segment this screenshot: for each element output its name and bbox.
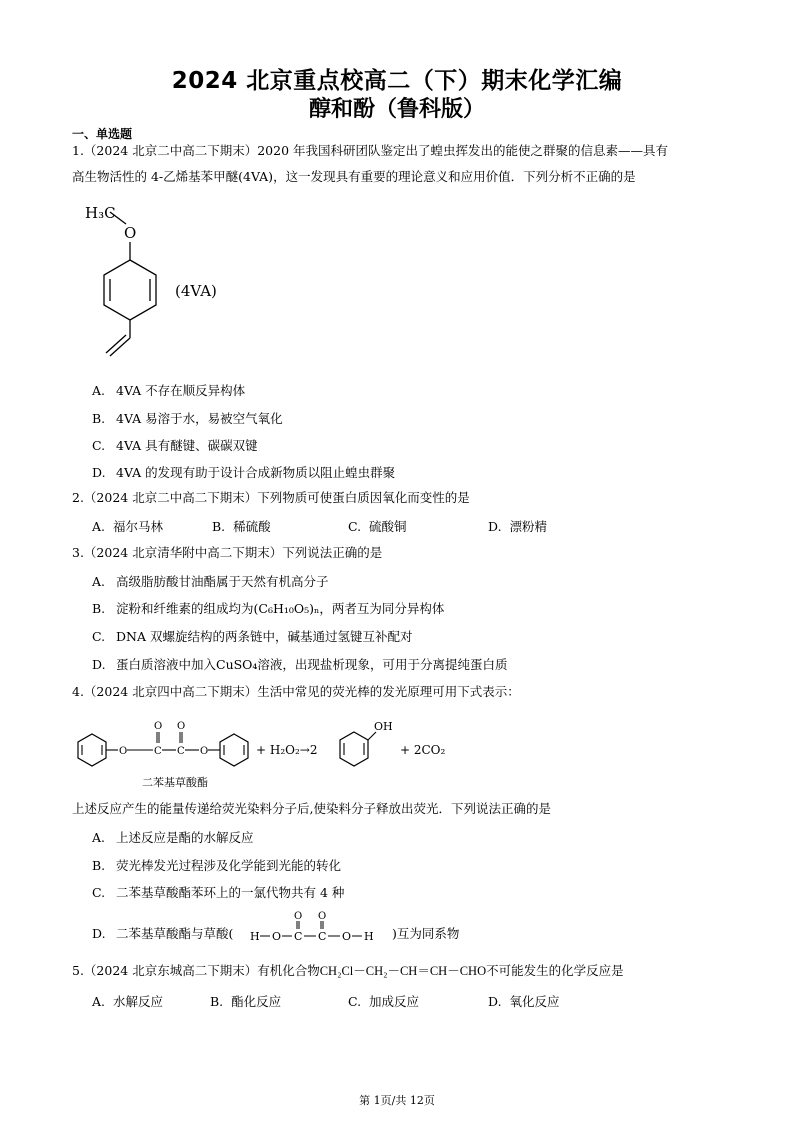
4va-label: (4VA) — [175, 282, 217, 300]
document-subtitle: 醇和酚（鲁科版） — [308, 97, 485, 122]
q5-stem-post: 不可能发生的化学反应是 — [486, 963, 624, 978]
option-text: 稀硫酸 — [233, 519, 271, 534]
q5-formula: CH₂Cl－CH₂－CH＝CH－CHO — [319, 964, 487, 978]
option-key: A. — [92, 574, 106, 589]
oxalic-o-right: O — [342, 930, 352, 943]
q4-option-d[interactable] — [92, 924, 233, 942]
oxalic-c-1: C — [294, 930, 303, 943]
q4-after-text: 上述反应产生的能量传递给荧光染料分子后,使染料分子释放出荧光．下列说法正确的是 — [72, 801, 551, 816]
q1-stem-line2: 高生物活性的 4-乙烯基苯甲醚(4VA)，这一发现具有重要的理论意义和应用价值．下列分析不正确的是 — [72, 169, 636, 184]
q2-option-c[interactable] — [348, 517, 407, 535]
q4-option-a[interactable] — [92, 828, 254, 846]
option-key: A. — [92, 383, 106, 398]
option-text: 水解反应 — [112, 994, 163, 1009]
q3-option-b[interactable] — [92, 599, 444, 617]
option-key: D. — [92, 657, 106, 672]
oxalic-h-left: H — [250, 930, 260, 943]
option-key: B. — [92, 858, 106, 873]
oxalic-h-right: H — [364, 930, 374, 943]
carbonyl-oxygen-2: O — [177, 721, 186, 732]
q4-option-d-tail: )互为同系物 — [392, 926, 460, 941]
q1-option-a[interactable] — [92, 381, 245, 399]
option-key: D. — [92, 926, 106, 941]
q3-option-a[interactable] — [92, 572, 329, 590]
hydroxyl-label: OH — [374, 720, 393, 733]
option-text: DNA 双螺旋结构的两条链中，碱基通过氢键互补配对 — [116, 629, 413, 644]
q4-option-c[interactable] — [92, 883, 344, 901]
reagent-text: + H₂O₂→2 — [256, 743, 318, 757]
option-key: D. — [488, 994, 502, 1009]
q2-options — [92, 517, 692, 537]
q5-option-b[interactable] — [210, 992, 281, 1010]
option-text: 氧化反应 — [509, 994, 560, 1009]
q2-stem: 2.（2024 北京二中高二下期末）下列物质可使蛋白质因氧化而变性的是 — [72, 490, 470, 505]
option-text: 硫酸铜 — [369, 519, 407, 534]
diphenyl-oxalate-label: 二苯基草酸酯 — [142, 776, 208, 789]
option-text: 高级脂肪酸甘油酯属于天然有机高分子 — [116, 574, 329, 589]
option-key: B. — [210, 994, 224, 1009]
q4-option-b[interactable] — [92, 856, 341, 874]
page-footer: 第 1页/共 12页 — [359, 1094, 435, 1107]
q2-option-b[interactable] — [212, 517, 271, 535]
option-text: 酯化反应 — [231, 994, 282, 1009]
option-text: 4VA 不存在顺反异构体 — [116, 383, 246, 398]
option-text: 加成反应 — [369, 994, 420, 1009]
option-text: 福尔马林 — [112, 519, 163, 534]
q1-stem-line1: 1.（2024 北京二中高二下期末）2020 年我国科研团队鉴定出了蝗虫挥发出的能使之群聚的信息素——具有 — [72, 143, 668, 158]
option-text: 蛋白质溶液中加入CuSO₄溶液，出现盐析现象，可用于分离提纯蛋白质 — [116, 657, 508, 672]
q4-stem: 4.（2024 北京四中高二下期末）生活中常见的荧光棒的发光原理可用下式表示： — [72, 684, 520, 699]
q2-option-a[interactable] — [92, 517, 163, 535]
carbonyl-carbon-2: C — [177, 746, 185, 757]
q5-stem-pre: 5.（2024 北京东城高二下期末）有机化合物 — [72, 963, 320, 978]
option-key: A. — [92, 994, 106, 1009]
option-text: 4VA 的发现有助于设计合成新物质以阻止蝗虫群聚 — [116, 465, 396, 480]
option-text-pre: 二苯基草酸酯与草酸( — [116, 926, 234, 941]
q5-stem — [72, 962, 624, 980]
option-key: B. — [212, 519, 226, 534]
ether-oxygen-label: O — [124, 224, 137, 242]
q3-option-c[interactable] — [92, 627, 412, 645]
q5-option-d[interactable] — [488, 992, 560, 1010]
ester-oxygen-right: O — [200, 746, 209, 757]
product-text: + 2CO₂ — [400, 743, 446, 757]
q2-option-d[interactable] — [488, 517, 547, 535]
oxalic-o-left: O — [272, 930, 282, 943]
carbonyl-carbon-1: C — [154, 746, 162, 757]
oxalic-carbonyl-o-1: O — [294, 911, 303, 922]
option-text: 漂粉精 — [509, 519, 548, 534]
methyl-label: H₃C — [85, 204, 116, 222]
ester-oxygen-left: O — [119, 746, 128, 757]
option-text: 4VA 易溶于水，易被空气氧化 — [116, 411, 283, 426]
option-key: A. — [92, 519, 106, 534]
q1-option-b[interactable] — [92, 409, 283, 427]
option-key: D. — [92, 465, 106, 480]
oxalic-c-2: C — [318, 930, 327, 943]
option-text: 上述反应是酯的水解反应 — [116, 830, 254, 845]
section-heading: 一、单选题 — [72, 127, 133, 141]
oxalic-carbonyl-o-2: O — [318, 911, 327, 922]
option-key: B. — [92, 411, 106, 426]
4va-structure — [80, 198, 260, 368]
option-key: C. — [348, 519, 362, 534]
option-key: C. — [92, 438, 106, 453]
carbonyl-oxygen-1: O — [154, 721, 163, 732]
option-text: 荧光棒发光过程涉及化学能到光能的转化 — [116, 858, 342, 873]
q3-stem: 3.（2024 北京清华附中高二下期末）下列说法正确的是 — [72, 545, 383, 560]
q5-option-a[interactable] — [92, 992, 163, 1010]
option-key: D. — [488, 519, 502, 534]
option-key: A. — [92, 830, 106, 845]
option-text: 4VA 具有醚键、碳碳双键 — [116, 438, 258, 453]
fluorescence-reaction-equation — [70, 712, 490, 792]
option-key: B. — [92, 601, 106, 616]
document-title: 2024 北京重点校高二（下）期末化学汇编 — [171, 68, 623, 94]
option-key: C. — [92, 629, 106, 644]
q5-option-c[interactable] — [348, 992, 419, 1010]
q3-option-d[interactable] — [92, 655, 507, 673]
oxalic-acid-structure — [248, 910, 396, 946]
option-text: 淀粉和纤维素的组成均为(C₆H₁₀O₅)ₙ，两者互为同分异构体 — [116, 601, 445, 616]
q1-option-d[interactable] — [92, 463, 395, 481]
option-text: 二苯基草酸酯苯环上的一氯代物共有 4 种 — [116, 885, 345, 900]
q1-option-c[interactable] — [92, 436, 258, 454]
option-key: C. — [348, 994, 362, 1009]
q5-options — [92, 992, 692, 1012]
option-key: C. — [92, 885, 106, 900]
